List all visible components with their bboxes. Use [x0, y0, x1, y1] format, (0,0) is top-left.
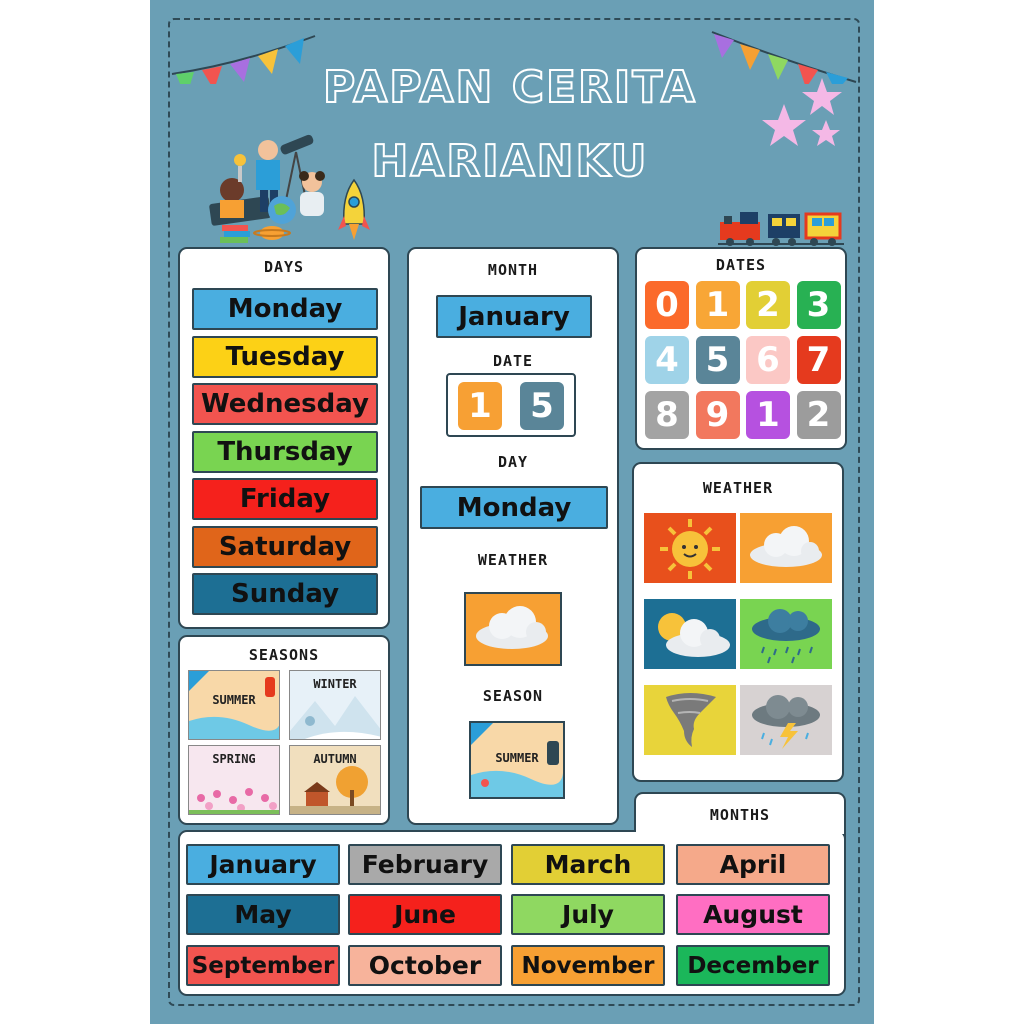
date-digit-card[interactable]: 6: [746, 336, 790, 384]
month-card-may[interactable]: May: [186, 894, 340, 935]
weather-card[interactable]: [740, 513, 832, 583]
day-card-saturday[interactable]: Saturday: [192, 526, 378, 568]
current-date-digit-2[interactable]: 5: [520, 382, 564, 430]
season-heading: SEASON: [482, 687, 544, 705]
seasons-heading: SEASONS: [248, 646, 320, 664]
bunting-right: [708, 22, 858, 84]
season-label: AUTUMN: [313, 752, 357, 766]
date-digit-card[interactable]: 2: [797, 391, 841, 439]
weather-options-heading: WEATHER: [702, 479, 774, 497]
day-card-thursday[interactable]: Thursday: [192, 431, 378, 473]
rain-icon: [740, 599, 832, 669]
season-label: SUMMER: [212, 693, 256, 707]
days-panel: [178, 247, 390, 629]
season-label: WINTER: [313, 677, 357, 691]
months-heading: MONTHS: [709, 806, 771, 824]
months-panel: [178, 830, 846, 996]
dates-panel: [635, 247, 847, 450]
season-card-autumn[interactable]: [289, 745, 381, 815]
month-card-march[interactable]: March: [511, 844, 665, 885]
season-card-winter[interactable]: [289, 670, 381, 740]
today-panel: [407, 247, 619, 825]
current-season-card[interactable]: [469, 721, 565, 799]
sun-cloud-icon: [644, 599, 736, 669]
current-month-card[interactable]: January: [436, 295, 592, 338]
month-card-august[interactable]: August: [676, 894, 830, 935]
weather-card[interactable]: [644, 599, 736, 669]
bunting-left: [170, 24, 320, 84]
title-line-1: PAPAN CERITA: [323, 62, 697, 113]
dates-heading: DATES: [715, 256, 767, 274]
storm-icon: [740, 685, 832, 755]
current-date-digit-1[interactable]: 1: [458, 382, 502, 430]
rocket-icon: [338, 178, 370, 244]
date-digit-card[interactable]: 4: [645, 336, 689, 384]
stars-icon: [760, 76, 850, 156]
month-card-april[interactable]: April: [676, 844, 830, 885]
date-heading: DATE: [492, 352, 534, 370]
season-card-summer[interactable]: [188, 670, 280, 740]
month-card-october[interactable]: October: [348, 945, 502, 986]
month-card-november[interactable]: November: [511, 945, 665, 986]
date-digit-card[interactable]: 7: [797, 336, 841, 384]
month-card-december[interactable]: December: [676, 945, 830, 986]
day-card-monday[interactable]: Monday: [192, 288, 378, 330]
month-card-september[interactable]: September: [186, 945, 340, 986]
weather-card[interactable]: [644, 685, 736, 755]
date-digit-card[interactable]: 8: [645, 391, 689, 439]
date-digit-card[interactable]: 5: [696, 336, 740, 384]
day-card-friday[interactable]: Friday: [192, 478, 378, 520]
date-digit-card[interactable]: 3: [797, 281, 841, 329]
weather-card[interactable]: [740, 685, 832, 755]
current-date-frame: [446, 373, 576, 437]
cloudy-icon: [466, 594, 560, 664]
date-digit-card[interactable]: 2: [746, 281, 790, 329]
weather-panel: [632, 462, 844, 782]
month-heading: MONTH: [487, 261, 539, 279]
weather-heading: WEATHER: [477, 551, 549, 569]
cloud-icon: [740, 513, 832, 583]
season-card-spring[interactable]: [188, 745, 280, 815]
tornado-icon: [644, 685, 736, 755]
title-line-2: HARIANKU: [371, 136, 649, 187]
month-card-july[interactable]: July: [511, 894, 665, 935]
current-day-card[interactable]: Monday: [420, 486, 608, 529]
current-season-label: SUMMER: [495, 751, 539, 765]
days-heading: DAYS: [263, 258, 305, 276]
date-digit-card[interactable]: 9: [696, 391, 740, 439]
weather-card[interactable]: [740, 599, 832, 669]
date-digit-card[interactable]: 1: [746, 391, 790, 439]
date-digit-card[interactable]: 1: [696, 281, 740, 329]
sun-icon: [644, 513, 736, 583]
month-card-january[interactable]: January: [186, 844, 340, 885]
current-weather-card[interactable]: [464, 592, 562, 666]
train-icon: [718, 208, 844, 248]
months-tab-join: [636, 830, 844, 834]
day-card-sunday[interactable]: Sunday: [192, 573, 378, 615]
month-card-june[interactable]: June: [348, 894, 502, 935]
day-card-wednesday[interactable]: Wednesday: [192, 383, 378, 425]
seasons-panel: [178, 635, 390, 825]
day-heading: DAY: [497, 453, 529, 471]
weather-card[interactable]: [644, 513, 736, 583]
season-label: SPRING: [212, 752, 256, 766]
month-card-february[interactable]: February: [348, 844, 502, 885]
day-card-tuesday[interactable]: Tuesday: [192, 336, 378, 378]
date-digit-card[interactable]: 0: [645, 281, 689, 329]
